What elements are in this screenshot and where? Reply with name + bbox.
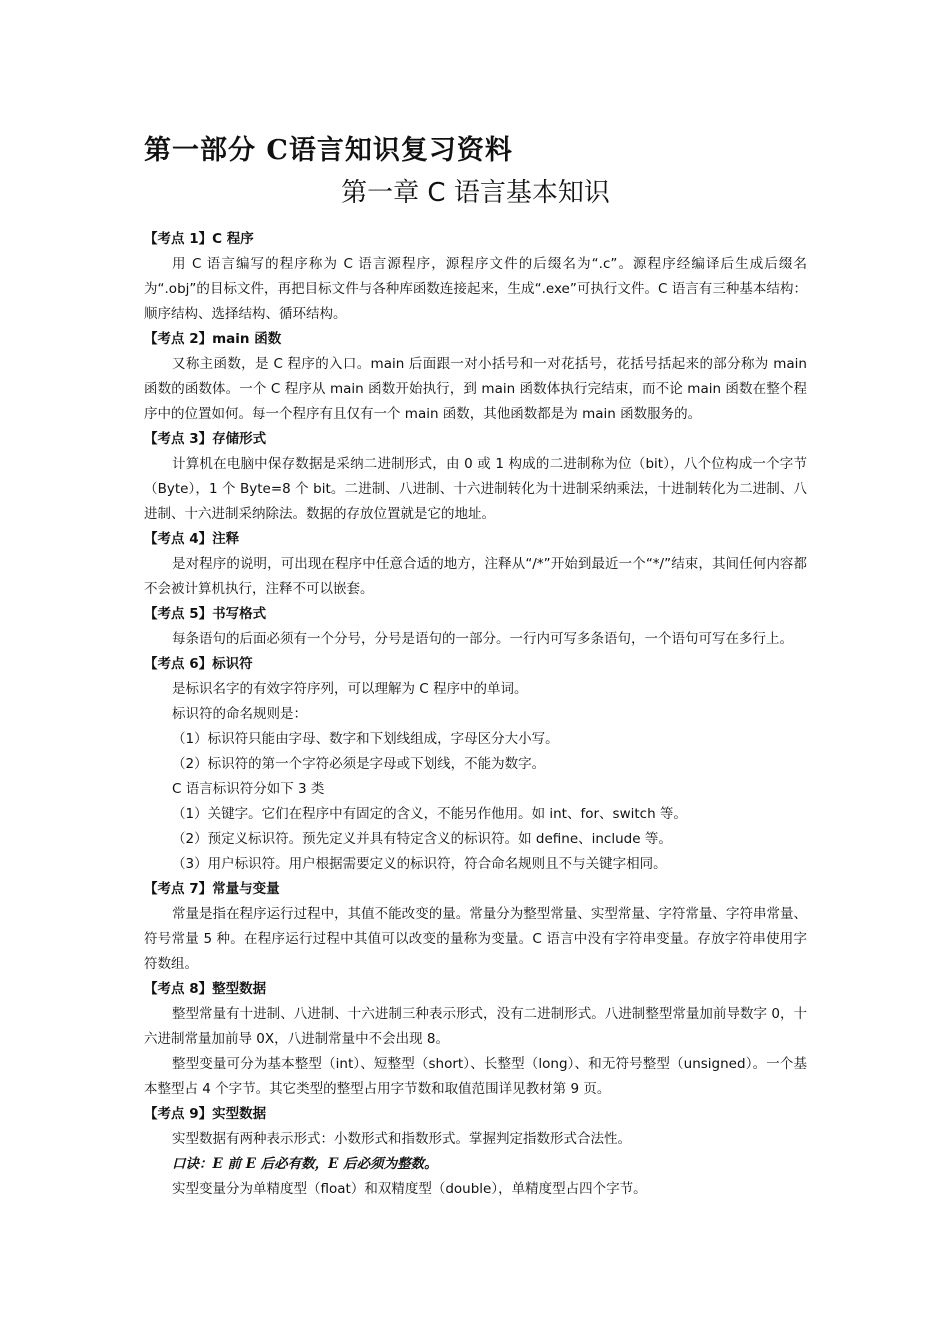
paragraph: 标识符的命名规则是： [172,706,307,722]
paragraph: 常量是指在程序运行过程中，其值不能改变的量。常量分为整型常量、实型常量、字符常量、字符串常量、符号常量 5 种。在程序运行过程中其值可以改变的量称为变量。C 语言中没有字符串变量。存放字符串使用字符数组。 [144,906,807,972]
list-item: （2）标识符的第一个字符必须是字母或下划线，不能为数字。 [172,756,546,772]
paragraph: 实型变量分为单精度型（float）和双精度型（double），单精度型占四个字节。 [172,1181,647,1197]
paragraph: 计算机在电脑中保存数据是采纳二进制形式，由 0 或 1 构成的二进制称为位（bit），八个位构成一个字节（Byte），1 个 Byte=8 个 bit。二进制、八进制、十六进制转化为十进制采纳乘法，十进制转化为二进制、八进制、十六进制采纳除法。数据的存放位置就是它的地址。 [144,456,807,522]
paragraph: 是对程序的说明，可出现在程序中任意合适的地方，注释从“/*”开始到最近一个“*/”结束，其间任何内容都不会被计算机执行，注释不可以嵌套。 [144,556,807,597]
section-heading: 【考点 4】注释 [144,531,240,547]
paragraph: 每条语句的后面必须有一个分号，分号是语句的一部分。一行内可写多条语句，一个语句可写在多行上。 [172,631,793,647]
part-title: 第一部分 C语言知识复习资料 [144,135,513,166]
paragraph: 实型数据有两种表示形式：小数形式和指数形式。掌握判定指数形式合法性。 [172,1131,631,1147]
paragraph: 又称主函数，是 C 程序的入口。main 后面跟一对小括号和一对花括号，花括号括起来的部分称为 main 函数的函数体。一个 C 程序从 main 函数开始执行，到 main 函数体执行完结束，而不论 main 函数在整个程序中的位置如何。每一个程序有且仅有一个 main 函数，其他函数都是为 main 函数服务的。 [144,356,807,422]
mnemonic: 口诀：E 前 E 后必有数，E 后必须为整数。 [172,1156,438,1172]
chapter-title: 第一章 C 语言基本知识 [341,178,610,208]
paragraph: 用 C 语言编写的程序称为 C 语言源程序，源程序文件的后缀名为“.c”。源程序经编译后生成后缀名为“.obj”的目标文件，再把目标文件与各种库函数连接起来，生成“.exe”可执行文件。C 语言有三种基本结构：顺序结构、选择结构、循环结构。 [144,256,807,322]
section-heading: 【考点 6】标识符 [144,656,253,672]
list-item: （2）预定义标识符。预先定义并具有特定含义的标识符。如 define、include 等。 [172,831,672,847]
section-heading: 【考点 8】整型数据 [144,981,267,997]
section-heading: 【考点 1】C 程序 [144,231,254,247]
list-item: （1）关键字。它们在程序中有固定的含义，不能另作他用。如 int、for、switch 等。 [172,806,687,822]
paragraph: 是标识名字的有效字符序列，可以理解为 C 程序中的单词。 [172,681,528,697]
paragraph: C 语言标识符分如下 3 类 [172,781,325,797]
document-body [144,133,807,1202]
section-heading: 【考点 9】实型数据 [144,1106,267,1122]
paragraph: 整型变量可分为基本整型（int）、短整型（short）、长整型（long）、和无符号整型（unsigned）。一个基本整型占 4 个字节。其它类型的整型占用字节数和取值范围详见教材第 9 页。 [144,1056,807,1097]
section-heading: 【考点 5】书写格式 [144,606,267,622]
paragraph: 整型常量有十进制、八进制、十六进制三种表示形式，没有二进制形式。八进制整型常量加前导数字 0，十六进制常量加前导 0X，八进制常量中不会出现 8。 [144,1006,807,1047]
list-item: （3）用户标识符。用户根据需要定义的标识符，符合命名规则且不与关键字相同。 [172,856,667,872]
section-heading: 【考点 7】常量与变量 [144,881,280,897]
section-heading: 【考点 2】main 函数 [144,331,282,347]
section-heading: 【考点 3】存储形式 [144,431,267,447]
list-item: （1）标识符只能由字母、数字和下划线组成，字母区分大小写。 [172,731,559,747]
